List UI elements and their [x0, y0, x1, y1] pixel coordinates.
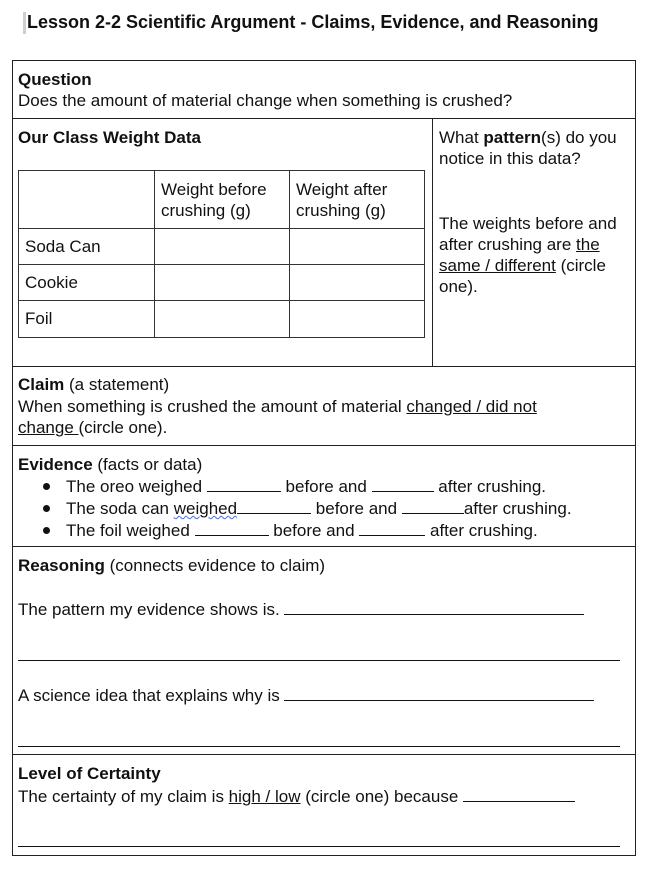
- answer-line[interactable]: [18, 746, 620, 747]
- evidence-text: after crushing.: [433, 477, 547, 496]
- pattern-question-prefix: What: [439, 128, 484, 147]
- answer-blank[interactable]: [237, 497, 311, 514]
- reasoning-prompt-1: The pattern my evidence shows is.: [18, 600, 285, 619]
- pattern-answer-suffix: (circle one).: [439, 256, 606, 296]
- question-text: Does the amount of material change when something is crushed?: [18, 91, 513, 110]
- evidence-text: The oreo weighed: [66, 477, 207, 496]
- row-label-soda-can: Soda Can: [19, 229, 155, 265]
- answer-blank[interactable]: [372, 475, 434, 492]
- answer-blank[interactable]: [402, 497, 464, 514]
- input-cell-before[interactable]: [155, 229, 290, 265]
- answer-blank[interactable]: [359, 519, 425, 536]
- pattern-question-bold: pattern: [483, 128, 542, 147]
- input-cell-before[interactable]: [155, 265, 290, 301]
- answer-blank[interactable]: [207, 475, 281, 492]
- divider: [12, 754, 636, 755]
- reasoning-heading: Reasoning: [18, 556, 105, 575]
- evidence-text: The soda can: [66, 499, 174, 518]
- evidence-text: after crushing.: [425, 521, 538, 540]
- certainty-text-suffix: (circle one) because: [300, 787, 464, 806]
- claim-choice-continued[interactable]: change: [18, 418, 79, 437]
- evidence-text: after crushing.: [463, 499, 572, 518]
- evidence-text: The foil weighed: [66, 521, 195, 540]
- list-item: [44, 497, 572, 519]
- pattern-question-suffix: (s) do you notice in this data?: [439, 128, 617, 168]
- reasoning-heading-line: [18, 555, 325, 576]
- certainty-heading: Level of Certainty: [18, 764, 161, 783]
- reasoning-heading-note: (connects evidence to claim): [104, 556, 326, 575]
- pattern-question: [439, 127, 631, 169]
- input-cell-after[interactable]: [290, 301, 425, 338]
- claim-heading: Claim: [18, 375, 65, 394]
- pattern-answer-choice[interactable]: the same / different: [439, 235, 600, 275]
- answer-line[interactable]: [18, 846, 620, 847]
- table-corner-cell: [19, 171, 155, 229]
- answer-blank[interactable]: [463, 785, 575, 802]
- input-cell-after[interactable]: [290, 229, 425, 265]
- weight-data-table: [18, 170, 425, 338]
- certainty-text-prefix: The certainty of my claim is: [18, 787, 229, 806]
- list-item: [44, 519, 572, 541]
- claim-heading-note: (a statement): [64, 375, 170, 394]
- answer-blank[interactable]: [284, 598, 584, 615]
- reasoning-prompt-2: A science idea that explains why is: [18, 686, 285, 705]
- row-label-cookie: Cookie: [19, 265, 155, 301]
- evidence-heading-note: (facts or data): [92, 455, 203, 474]
- answer-line[interactable]: [18, 660, 620, 661]
- input-cell-before[interactable]: [155, 301, 290, 338]
- evidence-list: [44, 475, 572, 541]
- divider: [12, 546, 636, 547]
- column-header-before: Weight before crushing (g): [155, 171, 290, 229]
- claim-text-line2: [18, 417, 167, 438]
- text-cursor: [23, 12, 26, 34]
- page-title: Lesson 2-2 Scientific Argument - Claims, Evidence, and Reasoning: [27, 12, 599, 32]
- claim-text-prefix: When something is crushed the amount of material: [18, 397, 407, 416]
- reasoning-line-2: [18, 684, 594, 706]
- question-heading: Question: [18, 70, 92, 89]
- pattern-answer-prefix: The weights before and after crushing are: [439, 214, 617, 254]
- evidence-text: before and: [268, 521, 360, 540]
- evidence-text: before and: [280, 477, 372, 496]
- certainty-choice[interactable]: high / low: [228, 787, 301, 806]
- claim-choice[interactable]: changed / did not: [406, 397, 537, 416]
- reasoning-line-1: [18, 598, 584, 620]
- divider: [12, 445, 636, 446]
- row-label-foil: Foil: [19, 301, 155, 338]
- certainty-text-line: [18, 785, 575, 807]
- divider: [12, 366, 636, 367]
- evidence-heading-line: [18, 454, 202, 475]
- column-header-after: Weight after crushing (g): [290, 171, 425, 229]
- spellcheck-word: weighed: [173, 499, 238, 518]
- evidence-heading: Evidence: [18, 455, 93, 474]
- divider: [12, 118, 636, 119]
- divider: [432, 118, 433, 366]
- claim-heading-line: [18, 374, 169, 395]
- list-item: [44, 475, 572, 497]
- evidence-text: before and: [311, 499, 402, 518]
- answer-blank[interactable]: [195, 519, 269, 536]
- claim-text-suffix: (circle one).: [78, 418, 168, 437]
- answer-blank[interactable]: [284, 684, 594, 701]
- class-data-heading: Our Class Weight Data: [18, 128, 201, 147]
- input-cell-after[interactable]: [290, 265, 425, 301]
- pattern-answer: [439, 213, 631, 297]
- claim-text-line1: [18, 396, 537, 417]
